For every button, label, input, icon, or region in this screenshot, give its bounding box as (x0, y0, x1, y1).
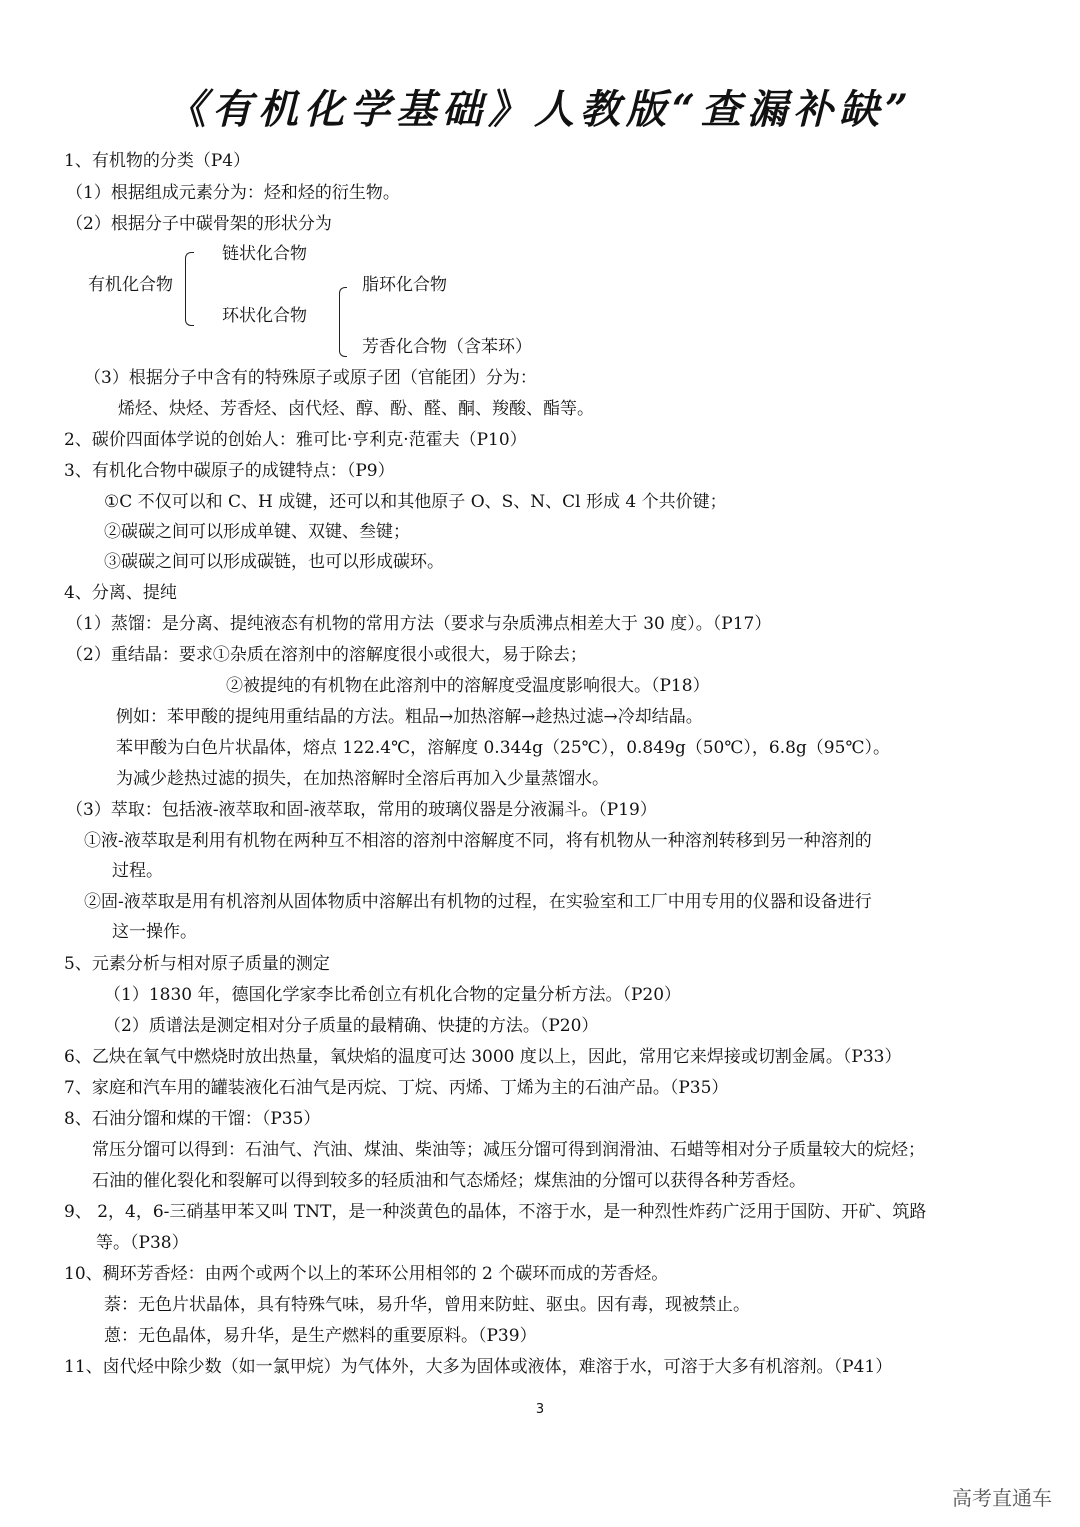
tree-aromatic: 芳香化合物（含苯环） (362, 337, 532, 357)
text-line: 烯烃、炔烃、芳香烃、卤代烃、醇、酚、醛、酮、羧酸、酯等。 (118, 399, 594, 419)
text-line: （1）1830 年，德国化学家李比希创立有机化合物的定量分析方法。（P20） (104, 985, 682, 1005)
text-line: 4、分离、提纯 (64, 583, 177, 603)
text-line: （3）根据分子中含有的特殊原子或原子团（官能团）分为： (84, 368, 537, 388)
text-line: 1、有机物的分类（P4） (64, 151, 251, 171)
text-line: 10、稠环芳香烃：由两个或两个以上的苯环公用相邻的 2 个碳环而成的芳香烃。 (64, 1264, 669, 1284)
text-line: 为减少趁热过滤的损失，在加热溶解时全溶后再加入少量蒸馏水。 (116, 769, 609, 789)
text-line: ②固-液萃取是用有机溶剂从固体物质中溶解出有机物的过程，在实验室和工厂中用专用的仪器和设备进行 (84, 892, 872, 912)
page-number: 3 (535, 1402, 545, 1417)
text-line: ①液-液萃取是利用有机物在两种互不相溶的溶剂中溶解度不同，将有机物从一种溶剂转移到另一种溶剂的 (84, 831, 872, 851)
text-line: （2）根据分子中碳骨架的形状分为 (66, 214, 332, 234)
text-line: 3、有机化合物中碳原子的成键特点：（P9） (64, 461, 395, 481)
text-line: （1）根据组成元素分为：烃和烃的衍生物。 (66, 183, 400, 203)
text-line: 过程。 (112, 861, 163, 881)
tree-alicyclic: 脂环化合物 (362, 275, 447, 295)
text-line: 11、卤代烃中除少数（如一氯甲烷）为气体外，大多为固体或液体，难溶于水，可溶于大多有机溶剂。（P41） (64, 1357, 893, 1377)
text-line: 萘：无色片状晶体，具有特殊气味，易升华，曾用来防蛀、驱虫。因有毒，现被禁止。 (104, 1295, 750, 1315)
text-line: 7、家庭和汽车用的罐装液化石油气是丙烷、丁烷、丙烯、丁烯为主的石油产品。（P35） (64, 1078, 729, 1098)
text-line: 2、碳价四面体学说的创始人：雅可比·亨利克·范霍夫（P10） (64, 430, 527, 450)
text-line: 6、乙炔在氧气中燃烧时放出热量，氧炔焰的温度可达 3000 度以上，因此，常用它来焊接或切割金属。（P33） (64, 1047, 902, 1067)
text-line: （2）重结晶：要求①杂质在溶剂中的溶解度很小或很大，易于除去； (66, 645, 587, 665)
text-line: ①C 不仅可以和 C、H 成键，还可以和其他原子 O、S、N、Cl 形成 4 个共价键； (104, 492, 727, 512)
tree-ring: 环状化合物 (222, 306, 307, 326)
text-line: （3）萃取：包括液-液萃取和固-液萃取，常用的玻璃仪器是分液漏斗。（P19） (66, 800, 657, 820)
text-line: ③碳碳之间可以形成碳链，也可以形成碳环。 (104, 552, 444, 572)
text-line: （1）蒸馏：是分离、提纯液态有机物的常用方法（要求与杂质沸点相差大于 30 度）。（P17） (66, 614, 772, 634)
tree-chain: 链状化合物 (222, 244, 307, 264)
text-line: 苯甲酸为白色片状晶体，熔点 122.4℃，溶解度 0.344g（25℃），0.849g（50℃），6.8g（95℃）。 (116, 738, 890, 758)
brace-ring (339, 287, 347, 357)
text-line: 常压分馏可以得到：石油气、汽油、煤油、柴油等；减压分馏可得到润滑油、石蜡等相对分子质量较大的烷烃； (92, 1140, 925, 1160)
text-line: 这一操作。 (112, 922, 197, 942)
text-line: 5、元素分析与相对原子质量的测定 (64, 954, 330, 974)
watermark: 高考直通车 (952, 1486, 1052, 1510)
tree-root: 有机化合物 (88, 275, 173, 295)
text-line: 蒽：无色晶体，易升华，是生产燃料的重要原料。（P39） (104, 1326, 537, 1346)
text-line: 9、 2，4，6-三硝基甲苯又叫 TNT，是一种淡黄色的晶体，不溶于水，是一种烈性炸药广泛用于国防、开矿、筑路 (64, 1202, 927, 1222)
page-title: 《有机化学基础》人教版“查漏补缺” (165, 86, 914, 133)
text-line: 8、石油分馏和煤的干馏：（P35） (64, 1109, 321, 1129)
brace-main (185, 252, 194, 326)
text-line: 例如：苯甲酸的提纯用重结晶的方法。粗品→加热溶解→趁热过滤→冷却结晶。 (116, 707, 703, 727)
text-line: ②碳碳之间可以形成单键、双键、叁键； (104, 522, 410, 542)
text-line: （2）质谱法是测定相对分子质量的最精确、快捷的方法。（P20） (104, 1016, 599, 1036)
text-line: 等。（P38） (96, 1233, 189, 1253)
text-line: 石油的催化裂化和裂解可以得到较多的轻质油和气态烯烃；煤焦油的分馏可以获得各种芳香烃。 (92, 1171, 806, 1191)
text-line: ②被提纯的有机物在此溶剂中的溶解度受温度影响很大。（P18） (226, 676, 710, 696)
